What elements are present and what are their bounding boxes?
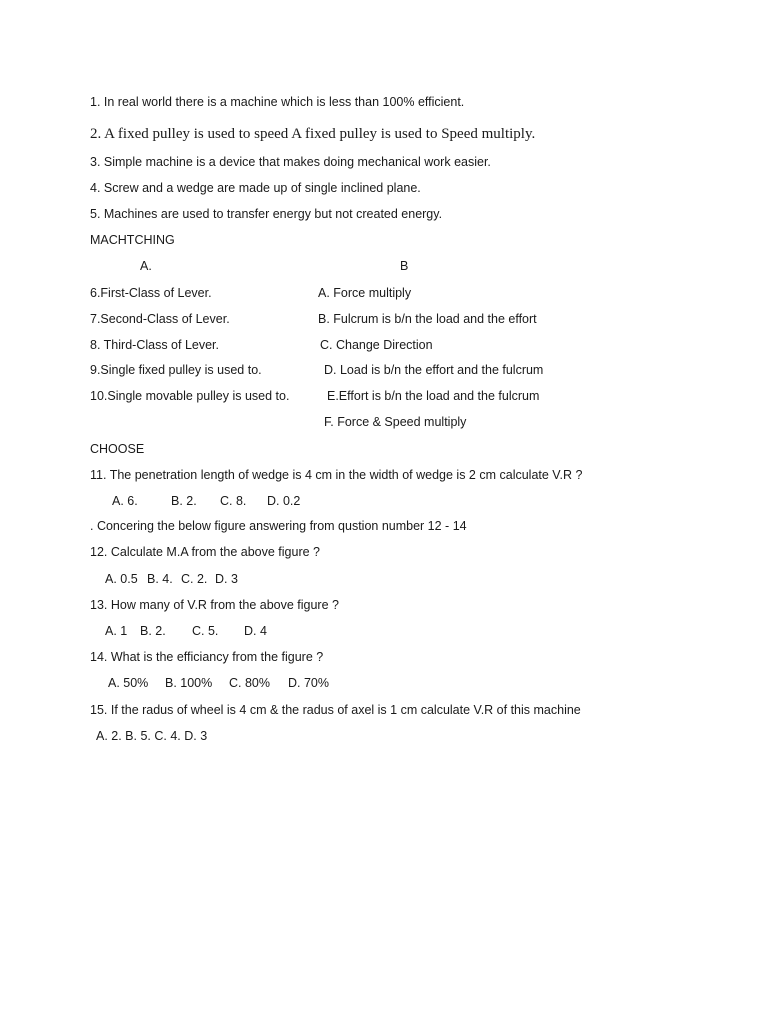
- question-15-options: A. 2. B. 5. C. 4. D. 3: [96, 729, 208, 743]
- matching-b-item: D. Load is b/n the effort and the fulcrum: [324, 363, 544, 377]
- matching-b-item: E.Effort is b/n the load and the fulcrum: [327, 389, 540, 403]
- question-12-options: [105, 571, 238, 587]
- matching-b-item: B. Fulcrum is b/n the load and the effort: [318, 312, 537, 326]
- figure-intro: . Concering the below figure answering from qustion number 12 - 14: [90, 519, 467, 533]
- question-13-options: [105, 623, 267, 639]
- option: D. 0.2: [267, 494, 301, 508]
- option: A. 6.: [112, 494, 138, 508]
- matching-b-item: A. Force multiply: [318, 286, 412, 300]
- option: D. 4: [244, 624, 267, 638]
- option: B. 2.: [140, 624, 166, 638]
- statement-2: 2. A fixed pulley is used to speed A fixed pulley is used to Speed multiply.: [90, 126, 536, 142]
- question-11: 11. The penetration length of wedge is 4 cm in the width of wedge is 2 cm calculate V.R ?: [90, 468, 583, 482]
- option: A. 50%: [108, 676, 149, 690]
- matching-col-a-header: A.: [140, 259, 152, 273]
- option: C. 2.: [181, 572, 208, 586]
- matching-heading: MACHTCHING: [90, 233, 175, 247]
- question-12: 12. Calculate M.A from the above figure ?: [90, 545, 320, 559]
- matching-col-b-header: B: [400, 259, 409, 273]
- option: B. 100%: [165, 676, 213, 690]
- option: B. 2.: [171, 494, 197, 508]
- option: C. 5.: [192, 624, 219, 638]
- matching-a-item: 6.First-Class of Lever.: [90, 286, 212, 300]
- statement-1: 1. In real world there is a machine which is less than 100% efficient.: [90, 95, 465, 109]
- statement-4: 4. Screw and a wedge are made up of single inclined plane.: [90, 181, 421, 195]
- matching-a-item: 8. Third-Class of Lever.: [90, 338, 219, 352]
- option: B. 4.: [147, 572, 173, 586]
- matching-b-item: C. Change Direction: [320, 338, 433, 352]
- question-13: 13. How many of V.R from the above figure ?: [90, 598, 339, 612]
- statement-3: 3. Simple machine is a device that makes doing mechanical work easier.: [90, 155, 491, 169]
- question-14: 14. What is the efficiancy from the figure ?: [90, 650, 324, 664]
- matching-a-item: 7.Second-Class of Lever.: [90, 312, 230, 326]
- question-14-options: [108, 675, 329, 691]
- option: D. 3: [215, 572, 238, 586]
- option: A. 1: [105, 624, 128, 638]
- option: A. 0.5: [105, 572, 138, 586]
- option: C. 80%: [229, 676, 270, 690]
- option: D. 70%: [288, 676, 329, 690]
- choose-heading: CHOOSE: [90, 442, 145, 456]
- question-15: 15. If the radus of wheel is 4 cm & the radus of axel is 1 cm calculate V.R of this machine: [90, 703, 581, 717]
- matching-b-item: F. Force & Speed multiply: [324, 415, 467, 429]
- question-11-options: [112, 493, 300, 509]
- statement-5: 5. Machines are used to transfer energy but not created energy.: [90, 207, 443, 221]
- matching-a-item: 10.Single movable pulley is used to.: [90, 389, 290, 403]
- option: C. 8.: [220, 494, 247, 508]
- matching-a-item: 9.Single fixed pulley is used to.: [90, 363, 262, 377]
